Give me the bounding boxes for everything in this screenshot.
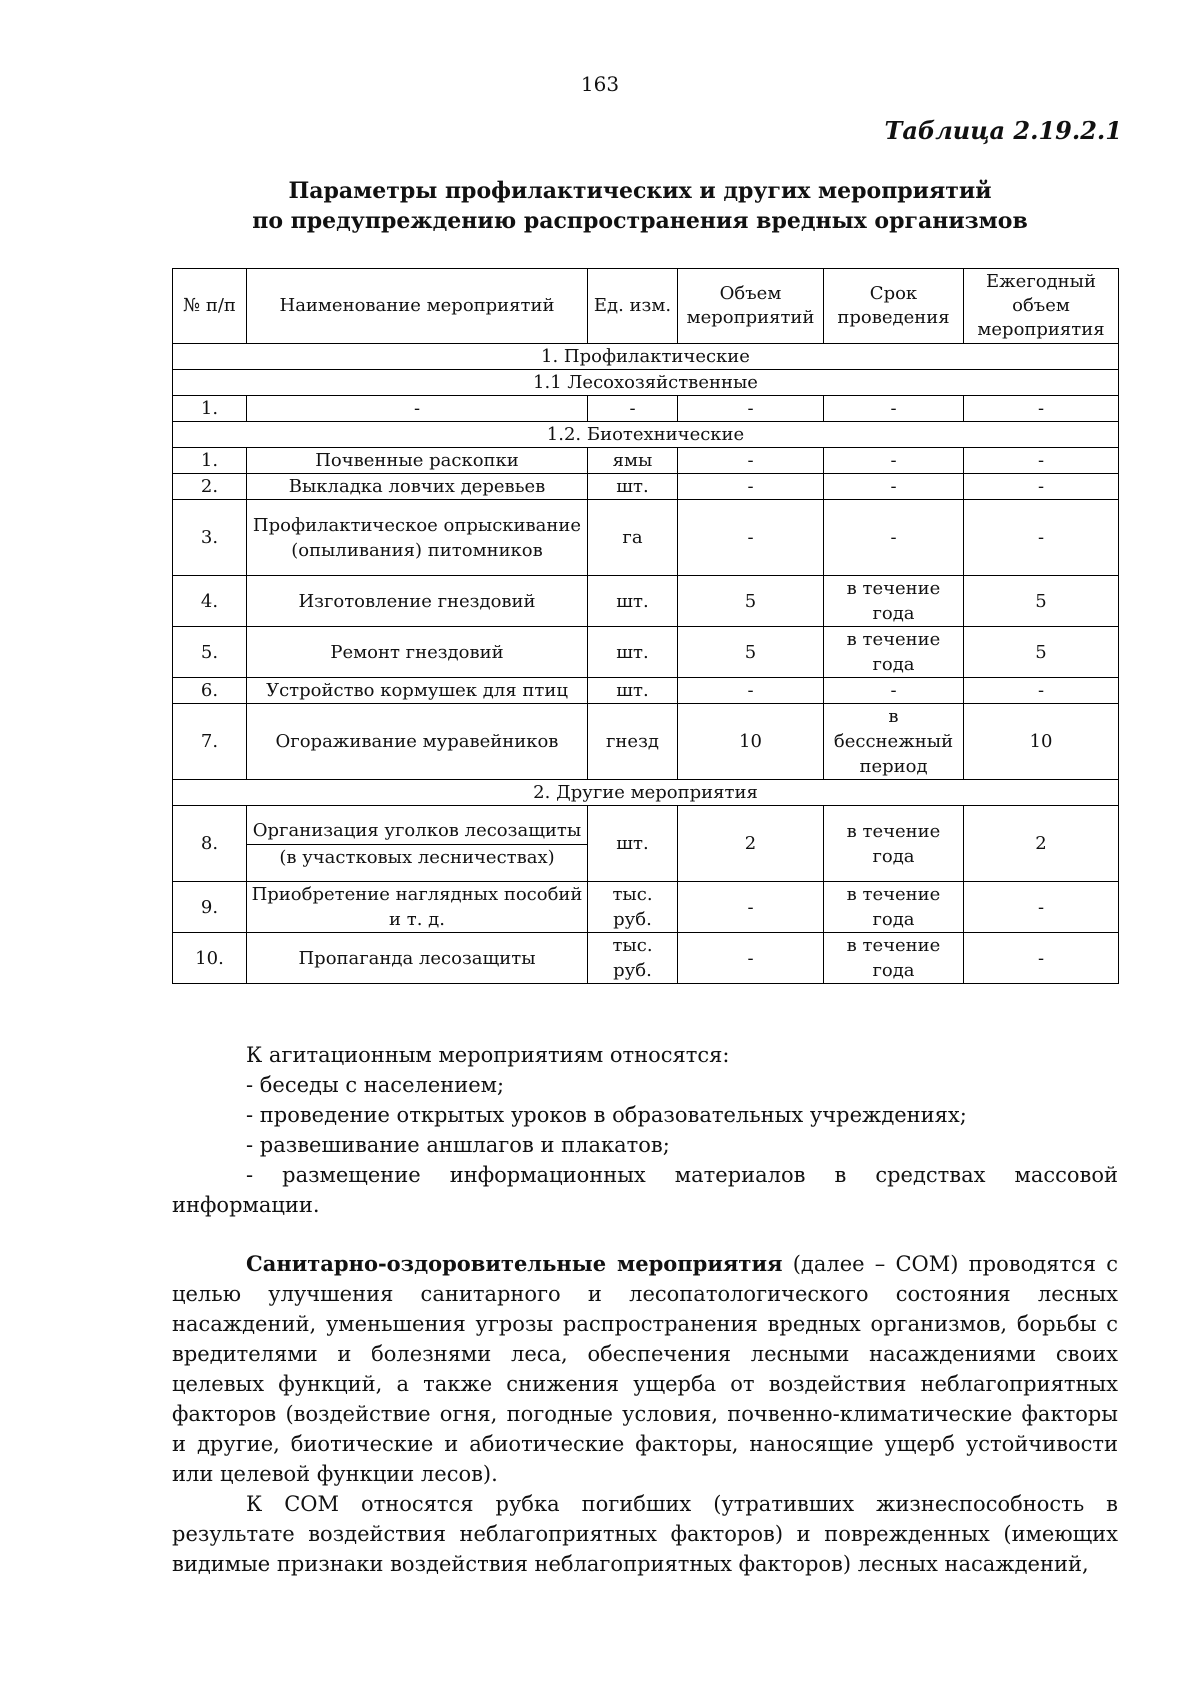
cell-annual: - xyxy=(964,474,1119,500)
cell-term: - xyxy=(824,678,964,704)
cell-name: Изготовление гнездовий xyxy=(247,576,588,627)
cell-name-bottom: (в участковых лесничествах) xyxy=(279,846,555,868)
cell-unit: шт. xyxy=(588,576,678,627)
cell-volume: 5 xyxy=(678,576,824,627)
cell-volume: - xyxy=(678,448,824,474)
section-title: 2. Другие мероприятия xyxy=(173,780,1119,806)
cell-number: 5. xyxy=(173,627,247,678)
agitation-intro: К агитационным мероприятиям относятся: xyxy=(246,1043,730,1067)
table-header-row xyxy=(173,269,1119,344)
cell-volume: - xyxy=(678,474,824,500)
agitation-item: - беседы с населением; xyxy=(246,1073,505,1097)
cell-name: Выкладка ловчих деревьев xyxy=(247,474,588,500)
cell-term: - xyxy=(824,500,964,576)
cell-name: - xyxy=(247,396,588,422)
table-row xyxy=(173,678,1119,704)
section-title: 1.1 Лесохозяйственные xyxy=(173,370,1119,396)
header-term: Срок проведения xyxy=(824,269,964,344)
table-row xyxy=(173,448,1119,474)
cell-annual: 5 xyxy=(964,576,1119,627)
cell-unit: шт. xyxy=(588,474,678,500)
cell-number: 6. xyxy=(173,678,247,704)
header-annual: Ежегодный объем мероприятия xyxy=(964,269,1119,344)
cell-unit: тыс. руб. xyxy=(588,882,678,933)
agitation-item: - развешивание аншлагов и плакатов; xyxy=(246,1133,670,1157)
cell-name: Устройство кормушек для птиц xyxy=(247,678,588,704)
cell-term: в бесснежный период xyxy=(824,704,964,780)
cell-volume: 2 xyxy=(678,806,824,882)
cell-name: Приобретение наглядных пособий и т. д. xyxy=(247,882,588,933)
cell-term: в течение года xyxy=(824,882,964,933)
cell-number: 7. xyxy=(173,704,247,780)
section-title: 1.2. Биотехнические xyxy=(173,422,1119,448)
cell-term: в течение года xyxy=(824,627,964,678)
measures-table xyxy=(172,268,1119,984)
som-bold-lead: Санитарно-оздоровительные мероприятия xyxy=(246,1251,783,1276)
agitation-item: - проведение открытых уроков в образовательных учреждениях; xyxy=(246,1103,967,1127)
agitation-item-continuation: информации. xyxy=(172,1193,320,1217)
cell-name: Профилактическое опрыскивание (опыливания) питомников xyxy=(247,500,588,576)
section-title: 1. Профилактические xyxy=(173,344,1119,370)
cell-number: 9. xyxy=(173,882,247,933)
section-row xyxy=(173,422,1119,448)
cell-unit: шт. xyxy=(588,678,678,704)
cell-name: Ремонт гнездовий xyxy=(247,627,588,678)
agitation-item: - размещение информационных материалов в средствах массовой xyxy=(246,1163,1118,1187)
cell-volume: 5 xyxy=(678,627,824,678)
table-row xyxy=(173,627,1119,678)
cell-unit: гнезд xyxy=(588,704,678,780)
cell-annual: 5 xyxy=(964,627,1119,678)
cell-number: 3. xyxy=(173,500,247,576)
cell-number: 1. xyxy=(173,448,247,474)
cell-name: Пропаганда лесозащиты xyxy=(247,933,588,984)
cell-annual: - xyxy=(964,396,1119,422)
som-paragraph-2: К СОМ относятся рубка погибших (утративших жизнеспособность в результате воздействия неблагоприятных факторов) и поврежденных (имеющих видимые признаки воздействия неблагоприятных факторов) лесных насаждений, xyxy=(172,1492,1118,1576)
table-title-line-1: Параметры профилактических и других мероприятий xyxy=(288,178,992,204)
som-block xyxy=(172,1249,1118,1579)
cell-unit: тыс. руб. xyxy=(588,933,678,984)
cell-volume: - xyxy=(678,933,824,984)
header-volume: Объем мероприятий xyxy=(678,269,824,344)
cell-annual: 10 xyxy=(964,704,1119,780)
cell-number: 4. xyxy=(173,576,247,627)
agitation-block xyxy=(172,1040,1118,1220)
table-row xyxy=(173,806,1119,882)
cell-unit: - xyxy=(588,396,678,422)
cell-annual: - xyxy=(964,448,1119,474)
table-row xyxy=(173,933,1119,984)
cell-annual: 2 xyxy=(964,806,1119,882)
section-row xyxy=(173,780,1119,806)
table-row xyxy=(173,704,1119,780)
cell-term: в течение года xyxy=(824,576,964,627)
cell-name xyxy=(247,806,588,882)
table-label: Таблица 2.19.2.1 xyxy=(884,116,1122,145)
cell-volume: - xyxy=(678,678,824,704)
cell-number: 2. xyxy=(173,474,247,500)
header-number: № п/п xyxy=(173,269,247,344)
section-row xyxy=(173,370,1119,396)
cell-annual: - xyxy=(964,933,1119,984)
som-paragraph-1 xyxy=(172,1249,1118,1489)
cell-term: в течение года xyxy=(824,933,964,984)
cell-number: 1. xyxy=(173,396,247,422)
table-row xyxy=(173,882,1119,933)
table-row xyxy=(173,474,1119,500)
cell-annual: - xyxy=(964,882,1119,933)
table-row xyxy=(173,500,1119,576)
cell-term: - xyxy=(824,474,964,500)
som-paragraph-1-text: (далее – СОМ) проводятся с целью улучшения санитарного и лесопатологического состояния лесных насаждений, уменьшения угрозы распространения вредных организмов, борьбы с вредителями и болезнями леса, обеспечения лесными насаждениями своих целевых функций, а также снижения ущерба от воздействия неблагоприятных факторов (воздействие огня, погодные условия, почвенно-климатические факторы и другие, биотические и абиотические факторы, наносящие ущерб устойчивости или целевой функции лесов). xyxy=(172,1252,1118,1486)
cell-unit: га xyxy=(588,500,678,576)
cell-name-top: Организация уголков лесозащиты xyxy=(247,818,587,845)
cell-unit: шт. xyxy=(588,806,678,882)
cell-term: в течение года xyxy=(824,806,964,882)
cell-name: Огораживание муравейников xyxy=(247,704,588,780)
table-title xyxy=(0,176,1200,236)
cell-annual: - xyxy=(964,500,1119,576)
cell-volume: - xyxy=(678,500,824,576)
cell-annual: - xyxy=(964,678,1119,704)
table-title-line-2: по предупреждению распространения вредных организмов xyxy=(252,208,1028,234)
header-unit: Ед. изм. xyxy=(588,269,678,344)
header-name: Наименование мероприятий xyxy=(247,269,588,344)
cell-term: - xyxy=(824,448,964,474)
cell-volume: - xyxy=(678,882,824,933)
cell-volume: 10 xyxy=(678,704,824,780)
section-row xyxy=(173,344,1119,370)
table-row xyxy=(173,576,1119,627)
cell-unit: ямы xyxy=(588,448,678,474)
cell-number: 10. xyxy=(173,933,247,984)
cell-name: Почвенные раскопки xyxy=(247,448,588,474)
cell-number: 8. xyxy=(173,806,247,882)
cell-unit: шт. xyxy=(588,627,678,678)
cell-volume: - xyxy=(678,396,824,422)
table-row xyxy=(173,396,1119,422)
page-number: 163 xyxy=(580,72,620,96)
cell-term: - xyxy=(824,396,964,422)
